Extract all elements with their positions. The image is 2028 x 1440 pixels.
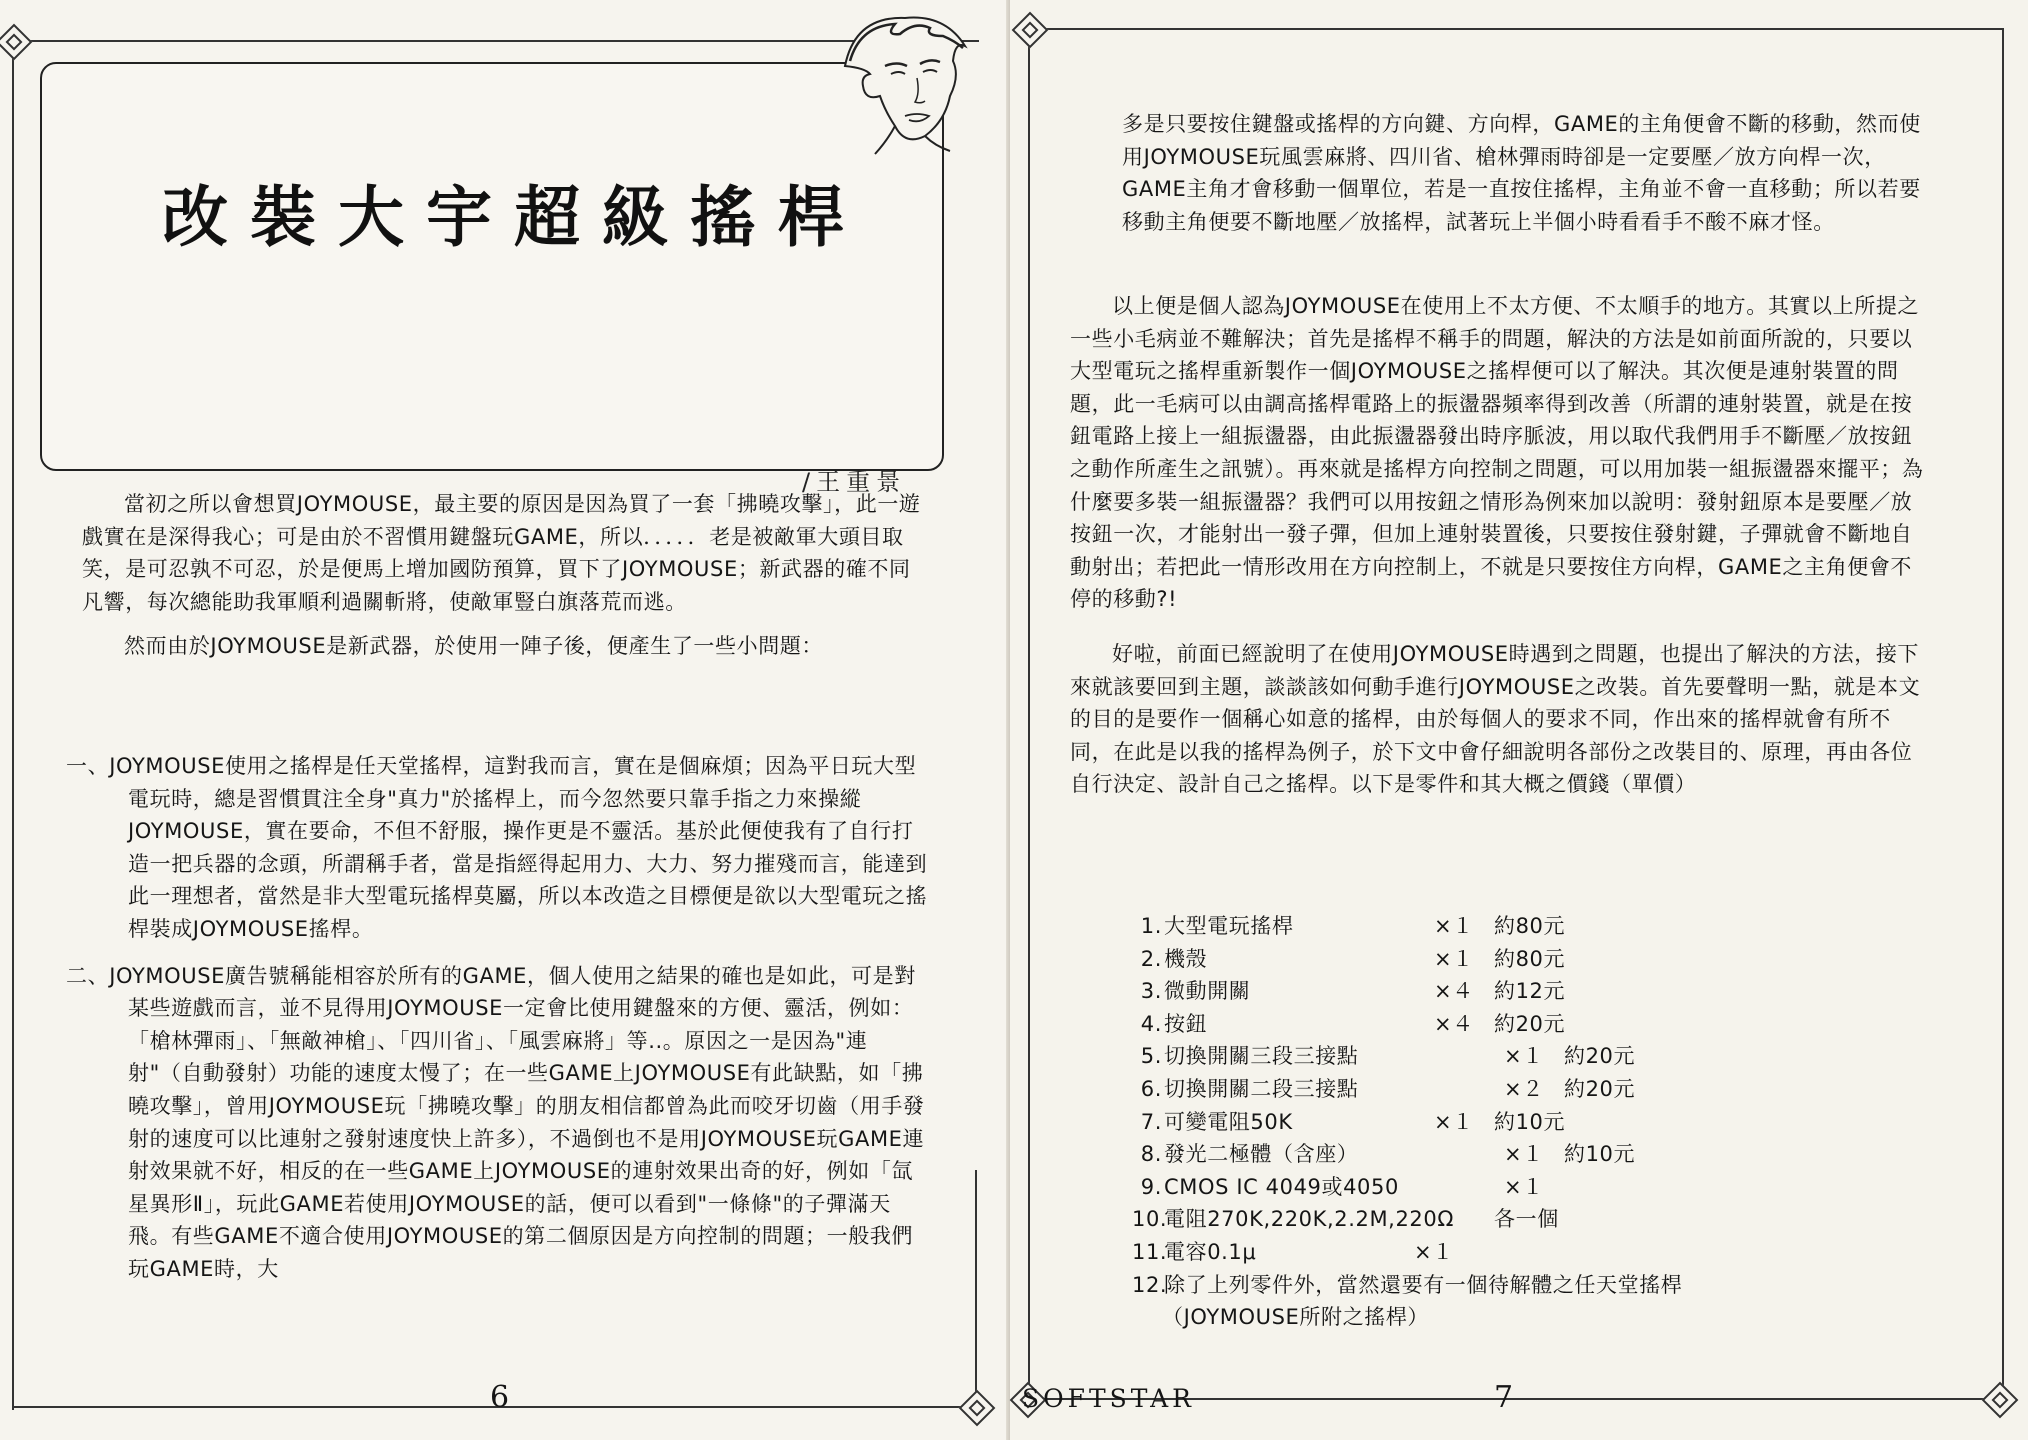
part-name: 按鈕	[1164, 1011, 1208, 1036]
part-quantity: ×１	[1504, 1142, 1544, 1167]
paragraph: 好啦，前面已經說明了在使用JOYMOUSE時遇到之問題，也提出了解決的方法，接下來就該要回到主題，談談該如何動手進行JOYMOUSE之改裝。首先要聲明一點，就是本文的目的是要作一個稱心如意的搖桿，由於每個人的要求不同，作出來的搖桿就會有所不同，在此是以我的搖桿為例子，於下文中會仔細說明各部份之改裝目的、原理，再由各位自行決定、設計自己之搖桿。以下是零件和其大概之價錢（單價）	[1070, 641, 1921, 797]
paragraph: 當初之所以會想買JOYMOUSE，最主要的原因是因為買了一套「拂曉攻擊」，此一遊戲實在是深得我心；可是由於不習慣用鍵盤玩GAME，所以．．．．．老是被敵軍大頭目取笑，是可忍孰不可忍，於是便馬上增加國防預算，買下了JOYMOUSE；新武器的確不同凡響，每次總能助我軍順利過關斬將，使敵軍豎白旗落荒而逃。	[82, 492, 921, 614]
parts-row	[1132, 1138, 1864, 1171]
paragraph: 然而由於JOYMOUSE是新武器，於使用一陣子後，便產生了一些小問題：	[124, 634, 824, 659]
part-price: 約10元	[1564, 1142, 1636, 1167]
list-item: 二、JOYMOUSE廣告號稱能相容於所有的GAME，個人使用之結果的確也是如此，可是對某些遊戲而言，並不見得用JOYMOUSE一定會比使用鍵盤來的方便、靈活，例如：「槍林彈雨」、「無敵神槍」、「四川省」、「風雲麻將」等..。原因之一是因為"連射"（自動發射）功能的速度太慢了；在一些GAME上JOYMOUSE有此缺點，如「拂曉攻擊」，曾用JOYMOUSE玩「拂曉攻擊」的朋友相信都曾為此而咬牙切齒（用手發射的速度可以比連射之發射速度快上許多），不過倒也不是用JOYMOUSE玩GAME連射效果就不好，相反的在一些GAME上JOYMOUSE的連射效果出奇的好，例如「氙星異形Ⅱ」，玩此GAME若使用JOYMOUSE的話，便可以看到"一條條"的子彈滿天飛。有些GAME不適合使用JOYMOUSE的第二個原因是方向控制的問題；一般我們玩GAME時，大	[66, 963, 925, 1281]
right-body-text-2	[1070, 290, 1930, 801]
part-name: 切換開關三段三接點	[1164, 1044, 1359, 1069]
part-number: 4.	[1140, 1011, 1162, 1036]
part-quantity: ×４	[1434, 1011, 1474, 1036]
parts-list	[1132, 910, 1864, 1334]
parts-row	[1132, 975, 1864, 1008]
part-name: CMOS IC 4049或4050	[1164, 1174, 1399, 1199]
parts-row	[1132, 1236, 1864, 1269]
character-portrait-icon	[825, 6, 975, 156]
part-name: 除了上列零件外，當然還要有一個待解體之任天堂搖桿	[1164, 1272, 1683, 1297]
part-quantity: 各一個	[1494, 1207, 1559, 1232]
part-number: 6.	[1140, 1076, 1162, 1101]
right-body-text-1	[1122, 108, 1930, 238]
part-number: 12.	[1132, 1272, 1168, 1297]
part-quantity: ×１	[1434, 946, 1474, 971]
part-price: 約20元	[1494, 1011, 1566, 1036]
list-item: 一、JOYMOUSE使用之搖桿是任天堂搖桿，這對我而言，實在是個麻煩；因為平日玩大型電玩時，總是習慣貫注全身"真力"於搖桿上，而今忽然要只靠手指之力來操縱JOYMOUSE，實在要命，不但不舒服，操作更是不靈活。基於此便使我有了自行打造一把兵器的念頭，所謂稱手者，當是指經得起用力、大力、努力摧殘而言，能達到此一理想者，當然是非大型電玩搖桿莫屬，所以本改造之目標便是欲以大型電玩之搖桿裝成JOYMOUSE搖桿。	[66, 754, 928, 941]
paragraph: 多是只要按住鍵盤或搖桿的方向鍵、方向桿，GAME的主角便會不斷的移動，然而使用JOYMOUSE玩風雲麻將、四川省、槍林彈雨時卻是一定要壓／放方向桿一次，GAME主角才會移動一個單位，若是一直按住搖桿，主角並不會一直移動；所以若要移動主角便要不斷地壓／放搖桿，試著玩上半個小時看看手不酸不麻才怪。	[1122, 112, 1921, 234]
part-number: 9.	[1140, 1174, 1162, 1199]
part-price: 約20元	[1564, 1044, 1636, 1069]
parts-row	[1132, 943, 1864, 976]
article-title: 改裝大宇超級搖桿	[162, 178, 866, 256]
parts-row	[1132, 1073, 1864, 1106]
part-quantity: ×４	[1434, 979, 1474, 1004]
part-number: 5.	[1140, 1044, 1162, 1069]
page-number: 6	[490, 1380, 510, 1415]
brand-footer: SOFTSTAR	[1022, 1384, 1195, 1413]
parts-row	[1132, 1106, 1864, 1139]
parts-row	[1132, 1040, 1864, 1073]
parts-row	[1132, 1269, 1864, 1302]
part-number: 11.	[1132, 1239, 1168, 1264]
left-page-frame-right	[975, 1170, 977, 1408]
parts-row	[1132, 1008, 1864, 1041]
paragraph: 以上便是個人認為JOYMOUSE在使用上不太方便、不太順手的地方。其實以上所提之一些小毛病並不難解決；首先是搖桿不稱手的問題，解決的方法是如前面所說的，只要以大型電玩之搖桿重新製作一個JOYMOUSE之搖桿便可以了解決。其次便是連射裝置的問題，此一毛病可以由調高搖桿電路上的振盪器頻率得到改善（所謂的連射裝置，就是在按鈕電路上接上一組振盪器，由此振盪器發出時序脈波，用以取代我們用手不斷壓／放按鈕之動作所產生之訊號）。再來就是搖桿方向控制之問題，可以用加裝一組振盪器來擺平；為什麼要多裝一組振盪器？我們可以用按鈕之情形為例來加以說明：發射鈕原本是要壓／放按鈕一次，才能射出一發子彈，但加上連射裝置後，只要按住發射鍵，子彈就會不斷地自動射出；若把此一情形改用在方向控制上，不就是只要按住方向桿，GAME之主角便會不停的移動?!	[1070, 294, 1924, 612]
part-name: 大型電玩搖桿	[1164, 914, 1294, 938]
part-number: 1.	[1140, 914, 1162, 938]
part-name: 微動開關	[1164, 979, 1251, 1004]
part-number: 8.	[1140, 1142, 1162, 1167]
part-name: 切換開關二段三接點	[1164, 1076, 1359, 1101]
left-list	[66, 750, 928, 1286]
part-quantity: ×１	[1434, 914, 1474, 938]
parts-row	[1132, 910, 1864, 943]
part-price: 約10元	[1494, 1109, 1566, 1134]
left-page	[0, 0, 1010, 1440]
part-price: 約20元	[1564, 1076, 1636, 1101]
part-price: 約12元	[1494, 979, 1566, 1004]
part-quantity: ×１	[1414, 1239, 1454, 1264]
part-name: 發光二極體（含座）	[1164, 1142, 1359, 1167]
article-author: /王重景	[802, 468, 907, 496]
part-number: 2.	[1140, 946, 1162, 971]
parts-note: （JOYMOUSE所附之搖桿）	[1162, 1305, 1430, 1330]
page-number: 7	[1494, 1380, 1514, 1415]
part-quantity: ×１	[1434, 1109, 1474, 1134]
part-quantity: ×１	[1504, 1174, 1544, 1199]
part-number: 3.	[1140, 979, 1162, 1004]
part-quantity: ×１	[1504, 1044, 1544, 1069]
parts-row	[1132, 1171, 1864, 1204]
part-name: 電阻270K,220K,2.2M,220Ω	[1164, 1207, 1454, 1232]
part-number: 10.	[1132, 1207, 1168, 1232]
part-price: 約80元	[1494, 914, 1566, 938]
parts-row	[1132, 1203, 1864, 1236]
parts-note-row	[1132, 1301, 1864, 1334]
part-quantity: ×２	[1504, 1076, 1544, 1101]
part-name: 電容0.1μ	[1164, 1239, 1257, 1264]
part-name: 機殼	[1164, 946, 1208, 971]
part-name: 可變電阻50K	[1164, 1109, 1293, 1134]
left-body-text	[82, 488, 922, 663]
part-price: 約80元	[1494, 946, 1566, 971]
part-number: 7.	[1140, 1109, 1162, 1134]
title-box	[40, 62, 944, 496]
